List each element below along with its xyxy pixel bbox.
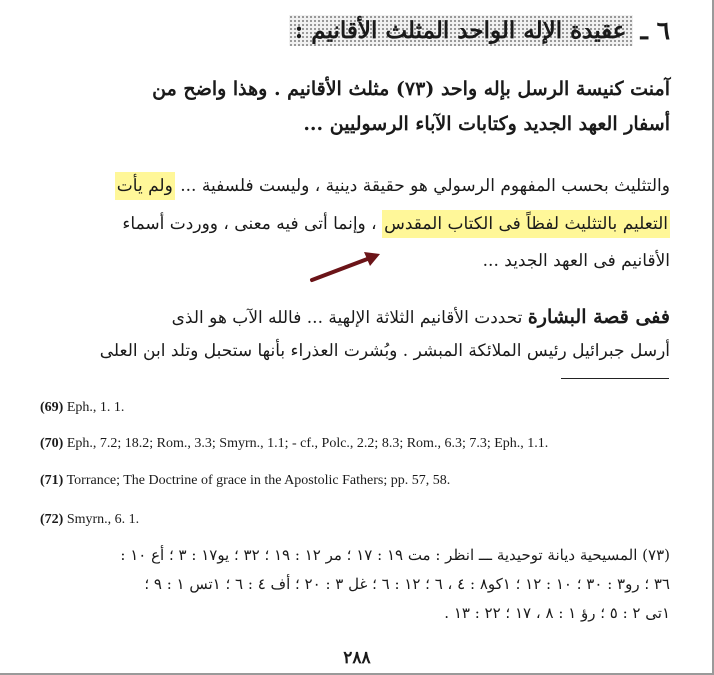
footnote-number: (70) (40, 436, 64, 451)
section-heading (289, 10, 670, 50)
footnote-70 (40, 436, 548, 452)
heading-number: ٦ ـ (640, 15, 670, 45)
paragraph3-line2: أرسل جبرائيل رئيس الملائكة المبشر . وبُشرت العذراء بأنها ستحبل وتلد ابن العلى (99, 341, 670, 361)
highlight-1: ولم يأت (115, 172, 175, 200)
footnote-71 (40, 473, 450, 489)
annotation-arrow-icon (308, 250, 384, 284)
paragraph2-line1-plain: والتثليث بحسب المفهوم الرسولي هو حقيقة دينية ، وليست فلسفية ... (174, 176, 670, 196)
paragraph3-line1 (172, 306, 670, 328)
heading-title: عقيدة الإله الواحد المثلث الأقانيم : (289, 15, 633, 46)
footnote-69 (40, 400, 124, 416)
footnote-73-line1: (٧٣) المسيحية ديانة توحيدية ـــ انظر : مت ١٩ : ١٧ ؛ مر ١٢ : ١٩ ؛ ٣٢ ؛ يو١٧ : ٣ ؛ أع ١٠ : (120, 546, 670, 564)
paragraph2-line3: الأقانيم فى العهد الجديد ... (482, 251, 670, 271)
footnote-number: (72) (40, 512, 64, 527)
paragraph1-line2: أسفار العهد الجديد وكتابات الآباء الرسوليين ... (303, 113, 670, 135)
footnote-text: Eph., 7.2; 18.2; Rom., 3.3; Smyrn., 1.1; - cf., Polc., 2.2; 8.3; Rom., 6.3; 7.3; Eph., 1.1. (66, 436, 549, 451)
footnote-73-line3: ١تى ٢ : ٥ ؛ رؤ ١ : ٨ ، ١٧ ؛ ٢٢ : ١٣ . (444, 604, 670, 622)
footnote-number: (71) (40, 473, 64, 488)
paragraph1-line1: آمنت كنيسة الرسل بإله واحد (٧٣) مثلث الأقانيم . وهذا واضح من (152, 78, 670, 100)
footnote-number: (69) (40, 400, 64, 415)
paragraph3-line1-rest: تحددت الأقانيم الثلاثة الإلهية ... فالله الآب هو الذى (171, 308, 528, 328)
footnote-rule (561, 378, 669, 379)
highlight-2: التعليم بالتثليث لفظاً فى الكتاب المقدس (382, 210, 670, 238)
page-number: ٢٨٨ (343, 648, 371, 668)
paragraph2-line1 (115, 176, 670, 196)
footnote-text: Eph., 1. 1. (66, 400, 125, 415)
footnote-73-line2: ٣٦ ؛ رو٣ : ٣٠ ؛ ١٠ : ١٢ ؛ ١كو٨ : ٤ ، ٦ ؛ ١٢ : ٦ ؛ غل ٣ : ٢٠ ؛ أف ٤ : ٦ ؛ ١تس ١ : ٩ ؛ (144, 575, 670, 593)
footnote-text: Smyrn., 6. 1. (66, 512, 140, 527)
paragraph2-line2-plain: ، وإنما أتى فيه معنى ، ووردت أسماء (122, 214, 377, 234)
paragraph2-line2 (122, 214, 670, 234)
footnote-text: Torrance; The Doctrine of grace in the Apostolic Fathers; pp. 57, 58. (66, 473, 451, 488)
footnote-72 (40, 512, 139, 528)
run-in-heading: ففى قصة البشارة (527, 306, 670, 328)
